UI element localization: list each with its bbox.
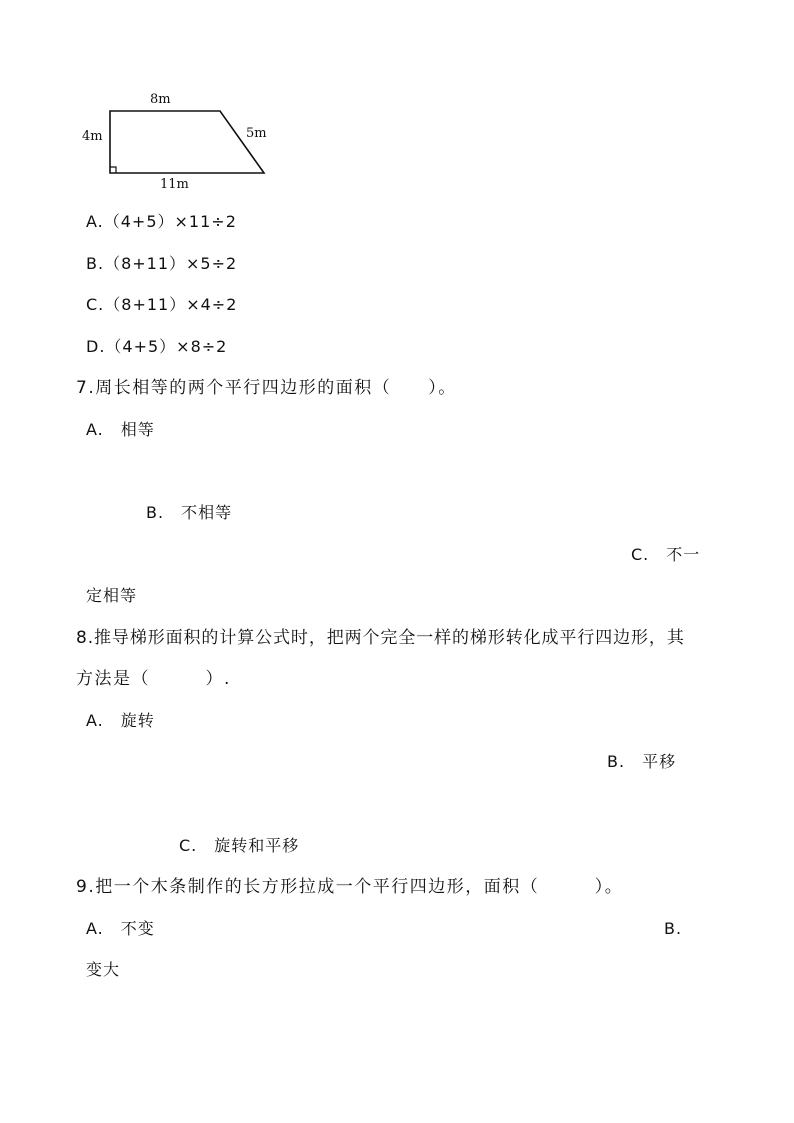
q7-stem: 7.周长相等的两个平行四边形的面积（ ）。 — [76, 378, 457, 398]
q9-option-b-part1: B. — [664, 919, 683, 938]
bottom-base-label: 11m — [160, 177, 189, 192]
q6-option-c: C.（8+11）×4÷2 — [86, 295, 238, 314]
q8-option-c: C. 旋转和平移 — [179, 836, 300, 855]
q7-option-b: B. 不相等 — [146, 503, 233, 522]
top-base-label: 8m — [150, 92, 171, 107]
q8-stem-line1: 8.推导梯形面积的计算公式时，把两个完全一样的梯形转化成平行四边形，其 — [76, 628, 685, 648]
q6-option-a: A.（4+5）×11÷2 — [86, 212, 237, 231]
height-label: 4m — [82, 129, 103, 144]
q9-option-b-part2: 变大 — [86, 960, 121, 979]
q7-option-c-part1: C. 不一 — [631, 545, 701, 564]
right-angle-marker — [110, 167, 116, 173]
q7-option-c-part2: 定相等 — [86, 586, 138, 605]
trapezoid-outline — [110, 111, 264, 173]
q8-option-a: A. 旋转 — [86, 711, 155, 730]
q8-stem-line2: 方法是（ ）. — [76, 669, 231, 689]
slant-side-label: 5m — [246, 126, 267, 141]
q9-stem: 9.把一个木条制作的长方形拉成一个平行四边形，面积（ ）。 — [76, 877, 624, 897]
q6-option-b: B.（8+11）×5÷2 — [86, 254, 238, 273]
q8-option-b: B. 平移 — [607, 752, 677, 771]
q6-option-d: D.（4+5）×8÷2 — [86, 337, 228, 356]
q9-option-a: A. 不变 — [86, 919, 155, 938]
trapezoid-figure — [70, 80, 290, 195]
q7-option-a: A. 相等 — [86, 420, 155, 439]
